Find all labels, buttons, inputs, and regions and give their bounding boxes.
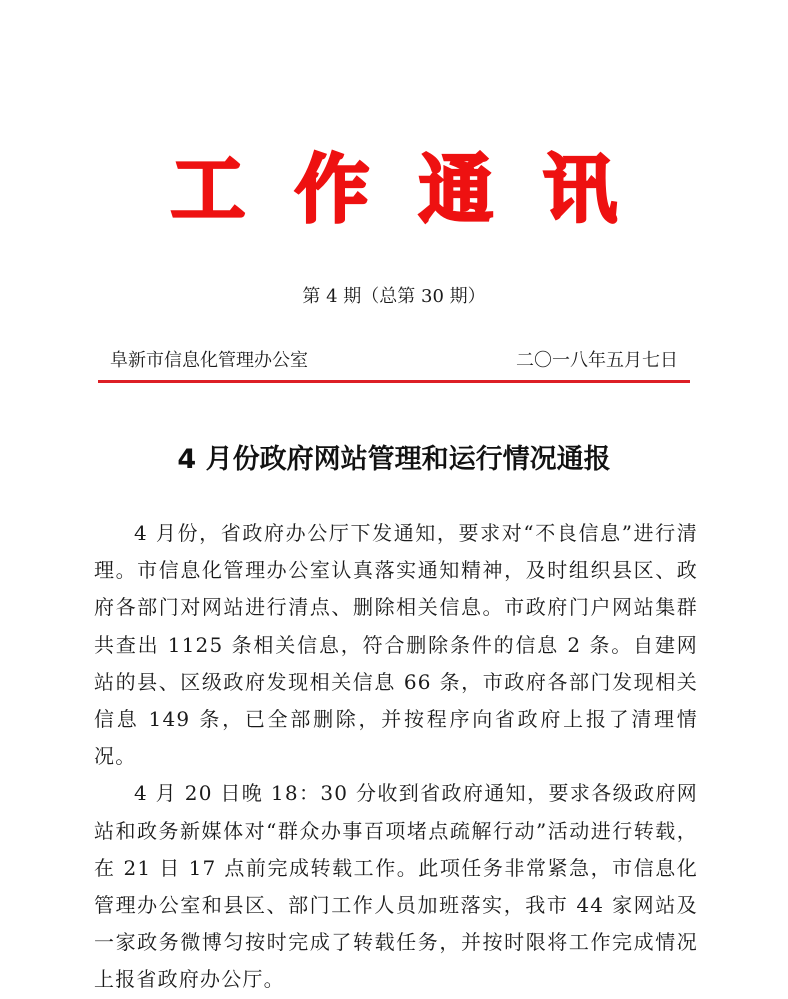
article-title: 4 月份政府网站管理和运行情况通报 [177, 444, 611, 475]
issuer-name: 阜新市信息化管理办公室 [110, 350, 308, 371]
paragraph: 4 月 20 日晚 18：30 分收到省政府通知，要求各级政府网站和政务新媒体对“群众办事百项堵点疏解行动”活动进行转载， 在 21 日 17 点前完成转载工作。此项任务非常紧急，市信息化管理办公室和县区、部门工作人员加班落实，我市 44 家网站及一家政务微博匀按时完成了转载任务，并按时限将工作完成情况上报省政府办公厅。 [94, 781, 698, 992]
header-meta [110, 348, 678, 374]
issue-number: 第 4 期（总第 30 期） [302, 286, 486, 307]
issue-date: 二〇一八年五月七日 [516, 350, 678, 371]
masthead-char: 工 [171, 147, 245, 233]
masthead-char: 通 [419, 147, 493, 233]
masthead-char: 讯 [543, 147, 617, 233]
masthead-title [0, 147, 788, 233]
masthead-char: 作 [295, 147, 369, 233]
article-body [94, 515, 698, 999]
red-divider [98, 380, 690, 383]
paragraph: 4 月份，省政府办公厅下发通知，要求对“不良信息”进行清理。市信息化管理办公室认真落实通知精神，及时组织县区、政府各部门对网站进行清点、删除相关信息。市政府门户网站集群共查出 1125 条相关信息，符合删除条件的信息 2 条。自建网站的县、区级政府发现相关信息 66 条，市政府各部门发现相关信息 149 条，已全部删除，并按程序向省政府上报了清理情况。 [94, 521, 698, 769]
